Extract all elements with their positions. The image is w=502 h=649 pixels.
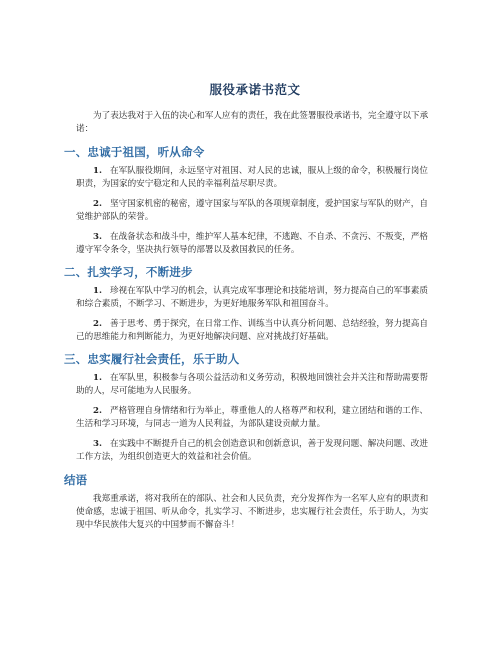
list-item [76, 318, 434, 344]
list-item [76, 198, 434, 224]
item-text: 严格管理自身情绪和行为举止，尊重他人的人格尊严和权利，建立团结和谐的工作、生活和学习环境，与同志一道为人民利益，为部队建设贡献力量。 [76, 406, 428, 429]
item-number: 2. [93, 199, 102, 209]
list-item [76, 372, 434, 398]
section-heading: 三、忠实履行社会责任，乐于助人 [64, 352, 240, 366]
item-number: 1. [93, 286, 102, 296]
item-text: 在战备状态和战斗中，维护军人基本纪律，不逃跑、不自杀、不贪污、不叛变，严格遵守军令条令，坚决执行领导的部署以及救国救民的任务。 [76, 232, 428, 255]
conclusion-heading: 结语 [64, 473, 87, 487]
section-heading: 二、扎实学习，不断进步 [64, 265, 193, 279]
list-item [76, 405, 434, 431]
section-2 [64, 264, 434, 344]
intro-paragraph: 为了表达我对于入伍的决心和军人应有的责任，我在此签署服役承诺书，完全遵守以下承诺： [76, 111, 429, 134]
item-number: 2. [93, 406, 102, 416]
section-heading: 一、忠诚于祖国，听从命令 [64, 145, 205, 159]
list-item [76, 165, 434, 191]
item-text: 在军队服役期间，永远坚守对祖国、对人民的忠诚，服从上级的命令，积极履行岗位职责，为国家的安宁稳定和人民的幸福利益尽职尽责。 [76, 166, 428, 189]
item-text: 在军队里，积极参与各项公益活动和义务劳动，积极地回馈社会并关注和帮助需要帮助的人，尽可能地为人民服务。 [76, 373, 428, 396]
item-text: 善于思考、勇于探究，在日常工作、训练当中认真分析问题、总结经验，努力提高自己的思维能力和判断能力，为更好地解决问题、应对挑战打好基础。 [76, 319, 428, 342]
item-number: 3. [93, 232, 102, 242]
document-title: 服役承诺书范文 [209, 82, 301, 97]
item-text: 坚守国家机密的秘密，遵守国家与军队的各项规章制度，爱护国家与军队的财产，自觉维护部队的荣誉。 [76, 199, 428, 222]
section-3 [64, 351, 434, 464]
item-number: 3. [93, 439, 102, 449]
item-number: 1. [93, 373, 102, 383]
conclusion-paragraph: 我郑重承诺，将对我所在的部队、社会和人民负责，充分发挥作为一名军人应有的职责和使命感，忠诚于祖国、听从命令，扎实学习、不断进步，忠实履行社会责任，乐于助人，为实现中华民族伟大复兴的中国梦而不懈奋斗！ [76, 494, 429, 530]
list-item [76, 231, 434, 257]
section-1 [64, 144, 434, 257]
item-number: 2. [93, 319, 102, 329]
list-item [76, 285, 434, 311]
item-text: 在实践中不断提升自己的机会创造意识和创新意识，善于发现问题、解决问题、改进工作方法，为组织创造更大的效益和社会价值。 [76, 439, 428, 462]
item-text: 珍视在军队中学习的机会，认真完成军事理论和技能培训，努力提高自己的军事素质和综合素质，不断学习、不断进步，为更好地服务军队和祖国奋斗。 [76, 286, 428, 309]
list-item [76, 438, 434, 464]
item-number: 1. [93, 166, 102, 176]
